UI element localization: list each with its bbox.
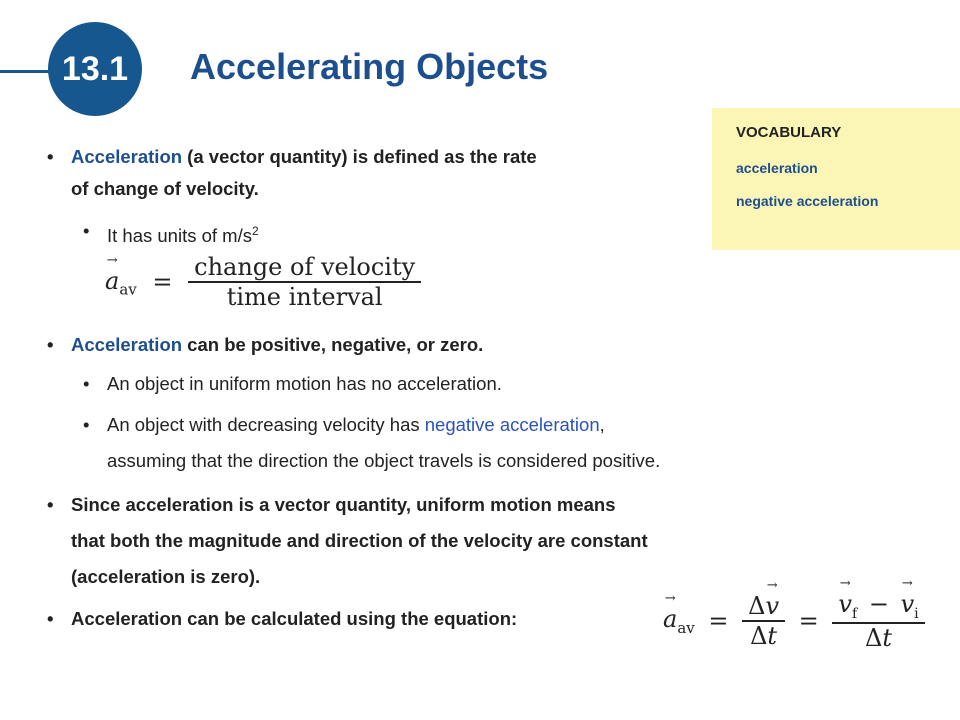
fraction [188, 253, 421, 311]
vocabulary-term[interactable]: negative acceleration [736, 193, 879, 209]
bullet-dot: • [47, 334, 54, 355]
bullet-text: (a vector quantity) is defined as the rate [182, 146, 537, 167]
vocabulary-heading: VOCABULARY [736, 124, 842, 141]
delta-fraction [742, 592, 785, 650]
formula-subscript: av [119, 280, 137, 299]
bullet-dot: • [83, 220, 90, 241]
bullet-dot: • [83, 414, 90, 435]
bullet-dot: • [47, 494, 54, 515]
bullet-dot: • [83, 373, 90, 394]
denominator: time interval [226, 283, 383, 311]
denominator: Δt [865, 623, 893, 652]
bullet-text-line2: that both the magnitude and direction of the velocity are constant [71, 530, 648, 551]
negative-acceleration-term[interactable]: negative acceleration [424, 414, 600, 435]
bullet-text-line3: (acceleration is zero). [71, 566, 261, 587]
equals-sign: = [798, 606, 819, 635]
keyword-acceleration: Acceleration [71, 334, 183, 355]
equals-sign: = [152, 268, 173, 296]
units-superscript: 2 [251, 224, 259, 238]
acceleration-word-formula [105, 253, 421, 311]
units-text: It has units of m/s [107, 225, 252, 247]
bullet-dot: • [47, 146, 54, 167]
acceleration-delta-formula [663, 590, 925, 652]
acceleration-vector-symbol: → a [105, 267, 119, 295]
page-title: Accelerating Objects [190, 46, 549, 87]
bullet-text: An object in uniform motion has no acceleration. [107, 373, 502, 394]
bullet-text-line2: of change of velocity. [71, 178, 259, 199]
bullet-text: Acceleration can be calculated using the equation: [71, 608, 518, 629]
bullet-dot: • [47, 608, 54, 629]
numerator: change of velocity [188, 253, 421, 283]
formula-subscript: av [677, 619, 695, 638]
vocabulary-term[interactable]: acceleration [736, 160, 818, 176]
bullet-text-line1: Since acceleration is a vector quantity, uniform motion means [71, 494, 616, 515]
numerator: Δ→ v [742, 592, 785, 622]
bullet-text-line2: assuming that the direction the object travels is considered positive. [107, 450, 661, 471]
keyword-acceleration: Acceleration [71, 146, 183, 167]
section-badge: 13.1 [48, 22, 142, 116]
numerator: → $v_f$ − → $v_i$ [832, 590, 924, 624]
denominator: Δt [750, 621, 778, 650]
bullet-text: An object with decreasing velocity has [107, 414, 425, 435]
velocity-difference-fraction [832, 590, 924, 652]
equals-sign: = [708, 606, 729, 635]
bullet-text: can be positive, negative, or zero. [182, 334, 484, 355]
acceleration-vector-symbol: → a [663, 605, 677, 633]
vocabulary-box [712, 108, 960, 250]
